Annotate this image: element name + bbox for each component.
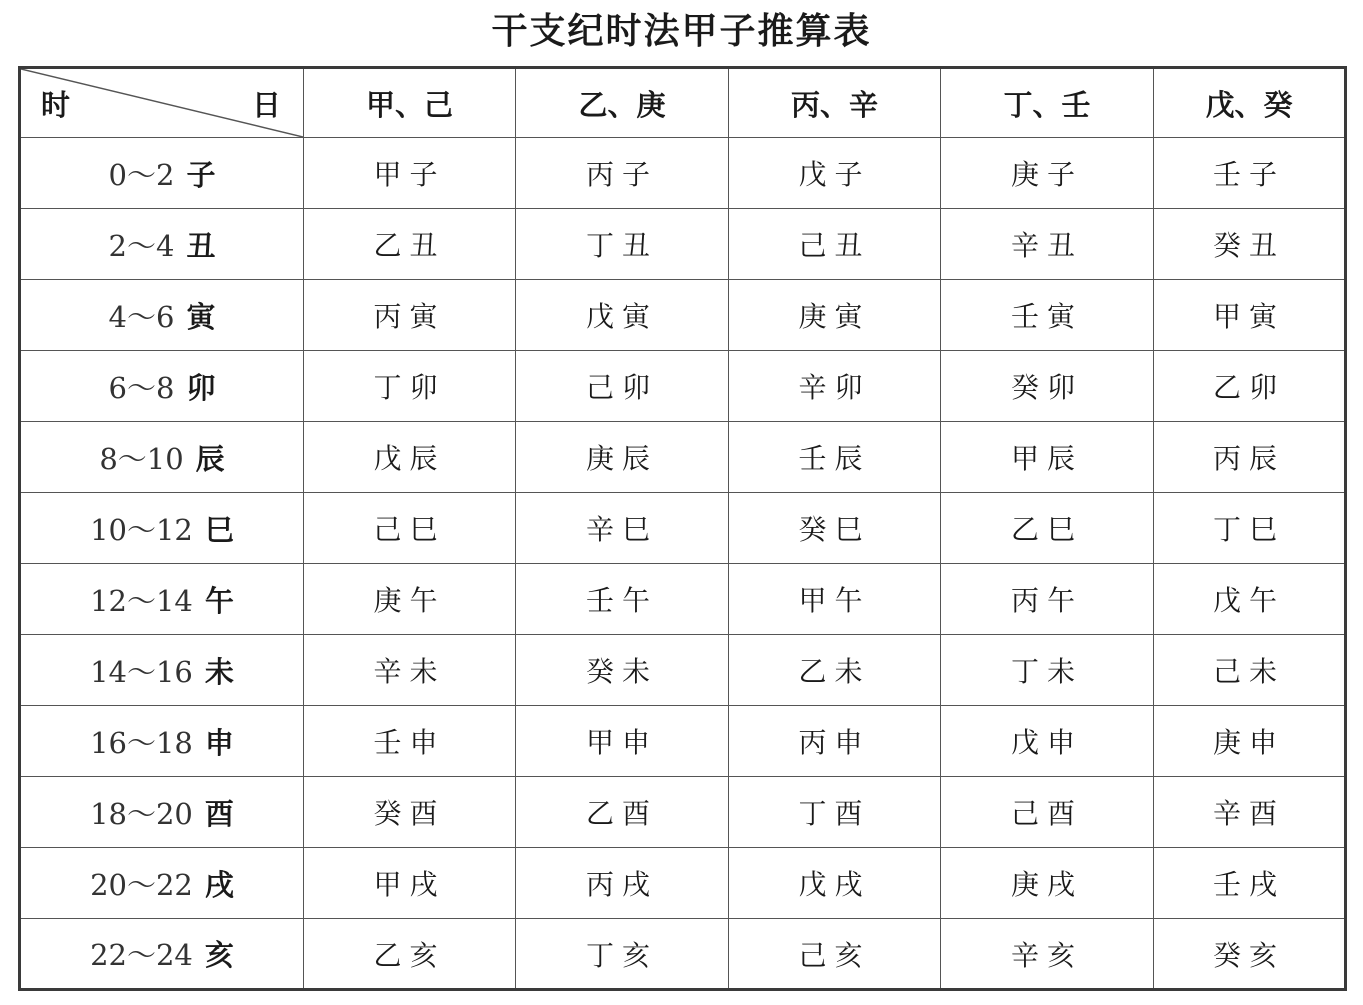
ganzhi-cell: 丁卯 bbox=[304, 351, 516, 422]
column-header: 丙、辛 bbox=[729, 68, 941, 138]
ganzhi-cell: 壬子 bbox=[1154, 138, 1346, 209]
ganzhi-cell: 壬午 bbox=[516, 564, 729, 635]
table-row bbox=[20, 777, 1346, 848]
hour-range: 8～10 bbox=[99, 441, 184, 476]
ganzhi-cell: 戊戌 bbox=[729, 848, 941, 919]
hour-range: 2～4 bbox=[108, 228, 175, 263]
hour-cell bbox=[20, 564, 304, 635]
hour-cell bbox=[20, 351, 304, 422]
ganzhi-cell: 甲戌 bbox=[304, 848, 516, 919]
hour-range: 14～16 bbox=[90, 654, 193, 689]
ganzhi-cell: 丙辰 bbox=[1154, 422, 1346, 493]
corner-header-cell bbox=[20, 68, 304, 138]
earthly-branch: 申 bbox=[204, 725, 234, 760]
column-header: 乙、庚 bbox=[516, 68, 729, 138]
ganzhi-cell: 己巳 bbox=[304, 493, 516, 564]
table-body bbox=[20, 138, 1346, 990]
hour-cell bbox=[20, 706, 304, 777]
ganzhi-cell: 癸卯 bbox=[941, 351, 1154, 422]
ganzhi-cell: 丁丑 bbox=[516, 209, 729, 280]
ganzhi-cell: 辛未 bbox=[304, 635, 516, 706]
ganzhi-cell: 丙子 bbox=[516, 138, 729, 209]
hour-cell bbox=[20, 493, 304, 564]
table-row bbox=[20, 209, 1346, 280]
ganzhi-cell: 壬申 bbox=[304, 706, 516, 777]
earthly-branch: 辰 bbox=[195, 441, 225, 476]
column-header: 丁、壬 bbox=[941, 68, 1154, 138]
ganzhi-hour-table bbox=[18, 66, 1347, 991]
table-row bbox=[20, 422, 1346, 493]
earthly-branch: 子 bbox=[186, 157, 216, 192]
ganzhi-cell: 戊申 bbox=[941, 706, 1154, 777]
table-row bbox=[20, 280, 1346, 351]
ganzhi-cell: 癸未 bbox=[516, 635, 729, 706]
hour-range: 12～14 bbox=[90, 583, 193, 618]
hour-range: 22～24 bbox=[90, 938, 193, 972]
ganzhi-cell: 丁亥 bbox=[516, 919, 729, 990]
table-row bbox=[20, 635, 1346, 706]
ganzhi-cell: 丙申 bbox=[729, 706, 941, 777]
ganzhi-cell: 丙寅 bbox=[304, 280, 516, 351]
ganzhi-cell: 庚寅 bbox=[729, 280, 941, 351]
ganzhi-cell: 壬戌 bbox=[1154, 848, 1346, 919]
ganzhi-cell: 丙午 bbox=[941, 564, 1154, 635]
hour-cell bbox=[20, 848, 304, 919]
table-row bbox=[20, 706, 1346, 777]
hour-range: 16～18 bbox=[90, 725, 193, 760]
ganzhi-cell: 乙巳 bbox=[941, 493, 1154, 564]
ganzhi-cell: 辛巳 bbox=[516, 493, 729, 564]
hour-range: 10～12 bbox=[90, 512, 193, 547]
ganzhi-cell: 甲午 bbox=[729, 564, 941, 635]
hour-range: 4～6 bbox=[108, 299, 175, 334]
earthly-branch: 寅 bbox=[186, 299, 216, 334]
column-header: 戊、癸 bbox=[1154, 68, 1346, 138]
column-header: 甲、己 bbox=[304, 68, 516, 138]
ganzhi-cell: 己亥 bbox=[729, 919, 941, 990]
corner-label-day: 日 bbox=[251, 88, 281, 122]
ganzhi-cell: 庚辰 bbox=[516, 422, 729, 493]
table-row bbox=[20, 848, 1346, 919]
header-row bbox=[20, 68, 1346, 138]
earthly-branch: 戌 bbox=[204, 867, 234, 902]
table-row bbox=[20, 138, 1346, 209]
ganzhi-cell: 戊午 bbox=[1154, 564, 1346, 635]
ganzhi-cell: 癸丑 bbox=[1154, 209, 1346, 280]
ganzhi-cell: 乙亥 bbox=[304, 919, 516, 990]
ganzhi-cell: 乙丑 bbox=[304, 209, 516, 280]
ganzhi-cell: 庚戌 bbox=[941, 848, 1154, 919]
earthly-branch: 酉 bbox=[204, 796, 234, 831]
table-row bbox=[20, 564, 1346, 635]
ganzhi-cell: 己丑 bbox=[729, 209, 941, 280]
earthly-branch: 丑 bbox=[186, 228, 216, 263]
hour-cell bbox=[20, 422, 304, 493]
earthly-branch: 亥 bbox=[204, 938, 234, 972]
hour-cell bbox=[20, 777, 304, 848]
ganzhi-cell: 戊子 bbox=[729, 138, 941, 209]
ganzhi-cell: 丁酉 bbox=[729, 777, 941, 848]
corner-label-hour: 时 bbox=[41, 88, 71, 122]
ganzhi-cell: 壬辰 bbox=[729, 422, 941, 493]
hour-range: 20～22 bbox=[90, 867, 193, 902]
ganzhi-cell: 癸酉 bbox=[304, 777, 516, 848]
ganzhi-cell: 乙卯 bbox=[1154, 351, 1346, 422]
earthly-branch: 未 bbox=[204, 654, 234, 689]
ganzhi-cell: 丁巳 bbox=[1154, 493, 1346, 564]
ganzhi-cell: 乙未 bbox=[729, 635, 941, 706]
earthly-branch: 卯 bbox=[186, 370, 216, 405]
ganzhi-cell: 己未 bbox=[1154, 635, 1346, 706]
ganzhi-cell: 甲辰 bbox=[941, 422, 1154, 493]
ganzhi-cell: 戊辰 bbox=[304, 422, 516, 493]
hour-cell bbox=[20, 919, 304, 990]
ganzhi-cell: 癸亥 bbox=[1154, 919, 1346, 990]
ganzhi-cell: 丙戌 bbox=[516, 848, 729, 919]
ganzhi-cell: 庚申 bbox=[1154, 706, 1346, 777]
hour-range: 6～8 bbox=[108, 370, 175, 405]
ganzhi-cell: 辛酉 bbox=[1154, 777, 1346, 848]
ganzhi-cell: 庚子 bbox=[941, 138, 1154, 209]
earthly-branch: 巳 bbox=[204, 512, 234, 547]
hour-range: 18～20 bbox=[90, 796, 193, 831]
hour-cell bbox=[20, 138, 304, 209]
ganzhi-cell: 己卯 bbox=[516, 351, 729, 422]
hour-cell bbox=[20, 280, 304, 351]
table-title: 干支纪时法甲子推算表 bbox=[491, 11, 872, 52]
ganzhi-cell: 癸巳 bbox=[729, 493, 941, 564]
ganzhi-cell: 乙酉 bbox=[516, 777, 729, 848]
ganzhi-cell: 辛丑 bbox=[941, 209, 1154, 280]
ganzhi-cell: 辛卯 bbox=[729, 351, 941, 422]
hour-range: 0～2 bbox=[108, 157, 175, 192]
hour-cell bbox=[20, 635, 304, 706]
earthly-branch: 午 bbox=[204, 583, 234, 618]
ganzhi-cell: 甲寅 bbox=[1154, 280, 1346, 351]
ganzhi-cell: 己酉 bbox=[941, 777, 1154, 848]
table-row bbox=[20, 493, 1346, 564]
ganzhi-cell: 丁未 bbox=[941, 635, 1154, 706]
table-row bbox=[20, 351, 1346, 422]
ganzhi-cell: 甲子 bbox=[304, 138, 516, 209]
ganzhi-cell: 甲申 bbox=[516, 706, 729, 777]
hour-cell bbox=[20, 209, 304, 280]
ganzhi-cell: 庚午 bbox=[304, 564, 516, 635]
ganzhi-cell: 戊寅 bbox=[516, 280, 729, 351]
ganzhi-cell: 辛亥 bbox=[941, 919, 1154, 990]
table-row bbox=[20, 919, 1346, 990]
ganzhi-cell: 壬寅 bbox=[941, 280, 1154, 351]
